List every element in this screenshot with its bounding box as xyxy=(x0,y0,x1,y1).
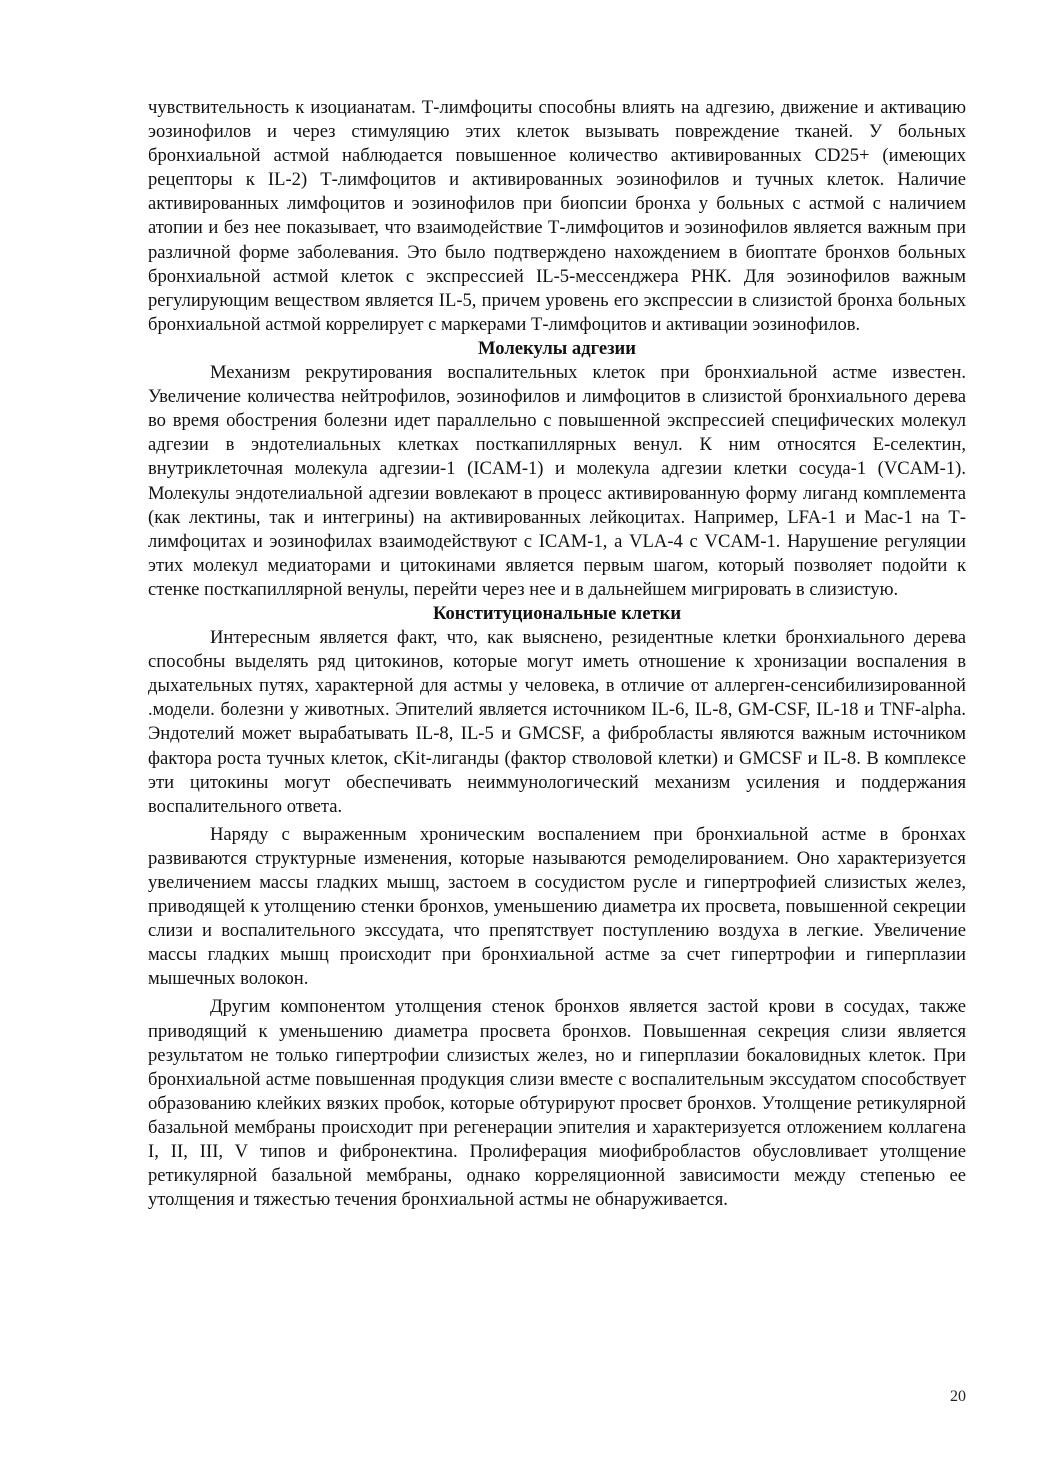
paragraph-bronchial-wall: Другим компонентом утолщения стенок бронхов является застой крови в сосудах, также приводящий к уменьшению диаметра просвета бронхов. Повышенная секреция слизи является результатом не только гипертрофии слизистых желез, но и гиперплазии бокаловидных клеток. При бронхиальной астме повышенная продукция слизи вместе с воспалительным экссудатом способствует образованию клейких вязких пробок, которые обтурируют просвет бронхов. Утолщение ретикулярной базальной мембраны происходит при регенерации эпителия и характеризуется отложением коллагена I, II, III, V типов и фибронектина. Пролиферация миофибробластов обусловливает утолщение ретикулярной базальной мембраны, однако корреляционной зависимости между степенью ее утолщения и тяжестью течения бронхиальной астмы не обнаруживается. xyxy=(148,996,966,1211)
paragraph-t-lymphocytes: чувствительность к изоцианатам. Т-лимфоциты способны влиять на адгезию, движение и активацию эозинофилов и через стимуляцию этих клеток вызывать повреждение тканей. У больных бронхиальной астмой наблюдается повышенное количество активированных CD25+ (имеющих рецепторы к IL-2) Т-лимфоцитов и активированных эозинофилов и тучных клеток. Наличие активированных лимфоцитов и эозинофилов при биопсии бронха у больных с астмой с наличием атопии и без нее показывает, что взаимодействие Т-лимфоцитов и эозинофилов является важным при различной форме заболевания. Это было подтверждено нахождением в биоптате бронхов больных бронхиальной астмой клеток с экспрессией IL-5-мессенджера РНК. Для эозинофилов важным регулирующим веществом является IL-5, причем уровень его экспрессии в слизистой бронха больных бронхиальной астмой коррелирует с маркерами Т-лимфоцитов и активации эозинофилов. xyxy=(148,97,966,335)
heading-constitutional-cells: Конституциональные клетки xyxy=(432,602,682,624)
heading-adhesion-molecules: Молекулы адгезии xyxy=(478,337,636,359)
paragraph-adhesion-molecules: Механизм рекрутирования воспалительных клеток при бронхиальной астме известен. Увеличение количества нейтрофилов, эозинофилов и лимфоцитов в слизистой бронхиального дерева во время обострения болезни идет параллельно с повышенной экспрессией специфических молекул адгезии в эндотелиальных клетках посткапиллярных венул. К ним относятся Е-селектин, внутриклеточная молекула адгезии-1 (ICAM-1) и молекула адгезии клетки сосуда-1 (VCAM-1). Молекулы эндотелиальной адгезии вовлекают в процесс активированную форму лиганд комплемента (как лектины, так и интегрины) на активированных лейкоцитах. Например, LFA-1 и Mac-1 на Т-лимфоцитах и эозинофилах взаимодействуют с ICAM-1, а VLA-4 с VCAM-1. Нарушение регуляции этих молекул медиаторами и цитокинами является первым шагом, который позволяет подойти к стенке посткапиллярной венулы, перейти через нее и в дальнейшем мигрировать в слизистую. xyxy=(148,362,966,600)
paragraph-constitutional-cells: Интересным является факт, что, как выяснено, резидентные клетки бронхиального дерева способны выделять ряд цитокинов, которые могут иметь отношение к хронизации воспаления в дыхательных путях, характерной для астмы у человека, в отличие от аллерген-сенсибилизированной .модели. болезни у животных. Эпителий является источником IL-6, IL-8, GM-CSF, IL-18 и TNF-alpha. Эндотелий может вырабатывать IL-8, IL-5 и GMCSF, а фибробласты являются важным источником фактора роста тучных клеток, cKit-лиганды (фактор стволовой клетки) и GMCSF и IL-8. В комплексе эти цитокины могут обеспечивать неиммунологический механизм усиления и поддержания воспалительного ответа. xyxy=(148,627,966,817)
page-number: 20 xyxy=(950,1388,966,1405)
page-body xyxy=(148,96,966,1212)
paragraph-remodeling: Наряду с выраженным хроническим воспалением при бронхиальной астме в бронхах развиваются структурные изменения, которые называются ремоделированием. Оно характеризуется увеличением массы гладких мышц, застоем в сосудистом русле и гипертрофией слизистых желез, приводящей к утолщению стенки бронхов, уменьшению диаметра их просвета, повышенной секреции слизи и воспалительного экссудата, что препятствует поступлению воздуха в легкие. Увеличение массы гладких мышц происходит при бронхиальной астме за счет гипертрофии и гиперплазии мышечных волокон. xyxy=(148,823,966,990)
